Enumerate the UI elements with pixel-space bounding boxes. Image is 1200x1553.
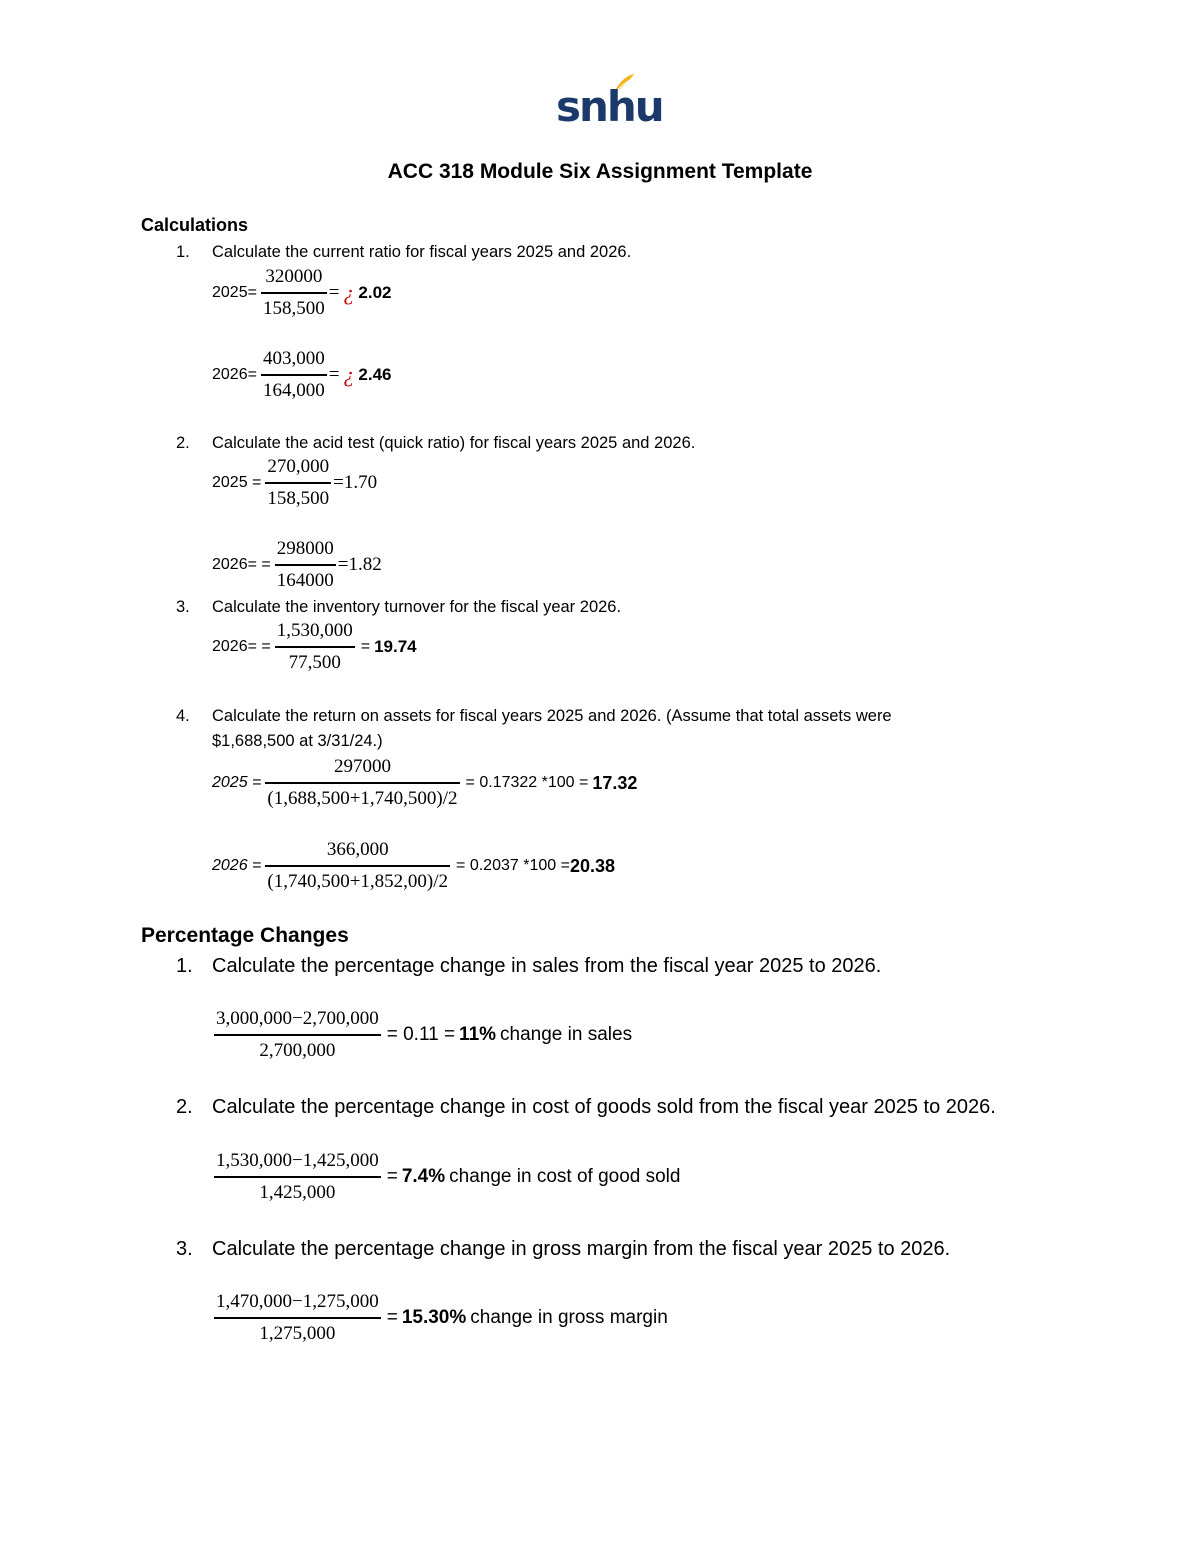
fraction-bar: [214, 1317, 381, 1319]
equals: =: [386, 1166, 398, 1187]
denominator: 1,425,000: [259, 1182, 336, 1203]
question-text: Calculate the acid test (quick ratio) for fiscal years 2025 and 2026.: [212, 434, 696, 452]
result-description: change in cost of good sold: [449, 1166, 681, 1187]
formula-label: 2026 =: [212, 857, 262, 874]
numerator: 297000: [333, 756, 391, 777]
question-text: Calculate the current ratio for fiscal years 2025 and 2026.: [212, 243, 632, 261]
fraction: [265, 456, 331, 510]
equals: =: [386, 1307, 398, 1328]
equals: =: [328, 364, 340, 385]
question-text: Calculate the inventory turnover for the fiscal year 2026.: [212, 598, 622, 616]
q4-2026-formula: [212, 839, 615, 893]
numerator: 298000: [276, 538, 334, 559]
equals: =: [328, 282, 340, 303]
numerator: 1,530,000−1,425,000: [216, 1150, 379, 1171]
p2-formula: [212, 1150, 680, 1204]
question-number: 2.: [176, 434, 190, 452]
result: =1.70: [333, 472, 378, 493]
document-title: ACC 318 Module Six Assignment Template: [387, 160, 813, 183]
fraction: [265, 756, 459, 810]
formula-label: 2026= =: [212, 638, 271, 655]
numerator: 1,530,000: [276, 620, 353, 641]
question-number: 1.: [176, 243, 190, 261]
fraction: [265, 839, 450, 893]
denominator: 158,500: [262, 298, 325, 319]
error-mark: ¿: [343, 362, 355, 387]
q1-2025-formula: [212, 266, 392, 320]
denominator: 2,700,000: [259, 1040, 336, 1061]
fraction-bar: [275, 564, 336, 566]
question-number: 3.: [176, 1238, 193, 1260]
fraction: [261, 348, 327, 402]
fraction-bar: [265, 482, 331, 484]
percentage-changes-heading: Percentage Changes: [141, 924, 349, 947]
fraction: [275, 538, 336, 592]
fraction-bar: [214, 1034, 381, 1036]
formula-label: 2025=: [212, 284, 257, 301]
fraction: [261, 266, 327, 320]
equals: =: [360, 638, 371, 655]
result: =1.82: [337, 554, 382, 575]
q4-2025-formula: [212, 756, 637, 810]
computation: = 0.11 =: [386, 1024, 456, 1045]
calculations-heading: Calculations: [141, 215, 249, 235]
fraction-bar: [261, 374, 327, 376]
result: 17.32: [592, 772, 638, 793]
fraction: [214, 1150, 381, 1204]
result: 2.46: [358, 365, 392, 384]
logo-text: snhu: [556, 82, 663, 131]
p3-formula: [212, 1291, 668, 1345]
result-description: change in sales: [500, 1024, 633, 1045]
numerator: 366,000: [326, 839, 389, 860]
computation: = 0.2037 *100 =: [456, 857, 570, 874]
error-mark: ¿: [343, 280, 355, 305]
question-text: Calculate the return on assets for fiscal years 2025 and 2026. (Assume that total assets were: [212, 707, 892, 725]
p1-formula: [212, 1008, 632, 1062]
question-number: 3.: [176, 598, 190, 616]
denominator: 164000: [276, 570, 334, 591]
numerator: 1,470,000−1,275,000: [216, 1291, 379, 1312]
result: 19.74: [374, 637, 417, 656]
result: 2.02: [358, 283, 392, 302]
denominator: 77,500: [288, 652, 341, 673]
fraction-bar: [265, 782, 459, 784]
q3-2026-formula: [212, 620, 417, 674]
result: 7.4%: [401, 1166, 446, 1187]
result: 15.30%: [401, 1307, 467, 1328]
denominator: (1,740,500+1,852,00)/2: [267, 871, 449, 892]
snhu-logo: [556, 72, 663, 136]
question-number: 2.: [176, 1096, 193, 1118]
fraction: [275, 620, 355, 674]
question-number: 4.: [176, 707, 190, 725]
fraction-bar: [261, 292, 327, 294]
computation: = 0.17322 *100 =: [465, 774, 589, 791]
denominator: 158,500: [267, 488, 330, 509]
formula-label: 2025 =: [212, 474, 262, 491]
question-text: Calculate the percentage change in cost of goods sold from the fiscal year 2025 to 2026.: [212, 1096, 996, 1118]
result: 11%: [459, 1024, 497, 1045]
fraction: [214, 1291, 381, 1345]
fraction-bar: [275, 646, 355, 648]
fraction-bar: [265, 865, 450, 867]
question-text: Calculate the percentage change in gross margin from the fiscal year 2025 to 2026.: [212, 1238, 951, 1260]
denominator: 164,000: [262, 380, 325, 401]
formula-label: 2025 =: [212, 774, 262, 791]
result: 20.38: [569, 855, 615, 876]
result-description: change in gross margin: [470, 1307, 668, 1328]
denominator: 1,275,000: [259, 1323, 336, 1344]
denominator: (1,688,500+1,740,500)/2: [267, 788, 458, 809]
numerator: 403,000: [262, 348, 325, 369]
numerator: 320000: [265, 266, 323, 287]
question-text: Calculate the percentage change in sales from the fiscal year 2025 to 2026.: [212, 955, 882, 977]
fraction: [214, 1008, 381, 1062]
formula-label: 2026= =: [212, 556, 271, 573]
q2-2026-formula: [212, 538, 382, 592]
formula-label: 2026=: [212, 366, 257, 383]
q2-2025-formula: [212, 456, 377, 510]
question-text-continued: $1,688,500 at 3/31/24.): [212, 732, 383, 750]
q1-2026-formula: [212, 348, 392, 402]
question-number: 1.: [176, 955, 193, 977]
numerator: 270,000: [267, 456, 330, 477]
fraction-bar: [214, 1176, 381, 1178]
numerator: 3,000,000−2,700,000: [216, 1008, 379, 1029]
